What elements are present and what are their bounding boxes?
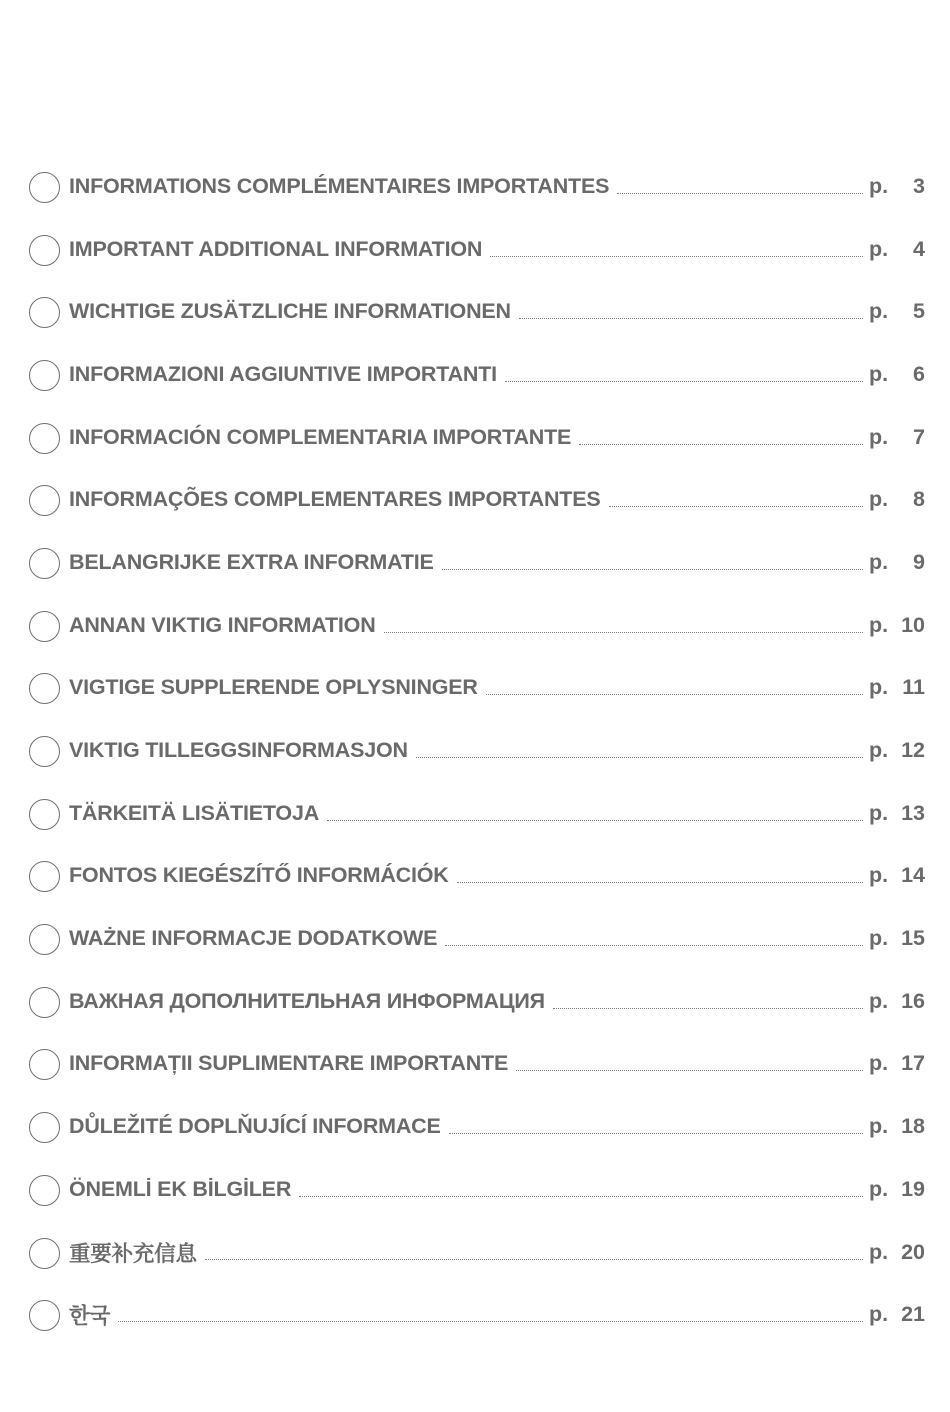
toc-entry-page — [869, 362, 925, 387]
circle-bullet-icon — [29, 1049, 60, 1080]
page-prefix: p. — [869, 1239, 889, 1264]
toc-entry-page — [869, 425, 925, 450]
toc-entry-page — [869, 487, 925, 512]
toc-entry-title: INFORMAÇÕES COMPLEMENTARES IMPORTANTES — [69, 487, 601, 512]
dotted-leader — [327, 820, 863, 821]
toc-entry-title: DŮLEŽITÉ DOPLŇUJÍCÍ INFORMACE — [69, 1114, 441, 1139]
dotted-leader — [299, 1196, 863, 1197]
toc-entry-title: ANNAN VIKTIG INFORMATION — [69, 612, 376, 637]
circle-bullet-icon — [29, 235, 60, 266]
page-prefix: p. — [869, 1051, 889, 1076]
toc-entry-page — [869, 1114, 925, 1139]
dotted-leader — [519, 318, 863, 319]
circle-bullet-icon — [29, 736, 60, 767]
toc-entry-title: WAŻNE INFORMACJE DODATKOWE — [69, 926, 438, 951]
page-prefix: p. — [869, 612, 889, 637]
dotted-leader — [609, 506, 864, 507]
toc-entry-title: INFORMACIÓN COMPLEMENTARIA IMPORTANTE — [69, 424, 572, 449]
toc-entry-title: ВАЖНАЯ ДОПОЛНИТЕЛЬНАЯ ИНФОРМАЦИЯ — [69, 988, 545, 1013]
circle-bullet-icon — [29, 673, 60, 704]
toc-entry-de[interactable] — [29, 280, 925, 343]
page-prefix: p. — [869, 926, 889, 951]
toc-entry-da[interactable] — [29, 657, 925, 720]
toc-entry-cs[interactable] — [29, 1095, 925, 1158]
toc-entry-page — [869, 1177, 925, 1202]
toc-entry-page — [869, 863, 925, 888]
toc-entry-sv[interactable] — [29, 594, 925, 657]
page-prefix: p. — [869, 549, 889, 574]
toc-entry-fi[interactable] — [29, 782, 925, 845]
dotted-leader — [516, 1070, 863, 1071]
toc-entry-page — [869, 1302, 925, 1327]
circle-bullet-icon — [29, 1112, 60, 1143]
circle-bullet-icon — [29, 297, 60, 328]
toc-entry-pl[interactable] — [29, 907, 925, 970]
circle-bullet-icon — [29, 172, 60, 203]
page-number: 3 — [913, 173, 925, 198]
toc-entry-nl[interactable] — [29, 531, 925, 594]
page-number: 17 — [901, 1051, 925, 1076]
toc-entry-page — [869, 299, 925, 324]
page-number: 16 — [901, 988, 925, 1013]
toc-entry-page — [869, 1240, 925, 1265]
dotted-leader — [617, 193, 863, 194]
page-number: 7 — [913, 424, 925, 449]
page-prefix: p. — [869, 299, 889, 324]
dotted-leader — [449, 1133, 863, 1134]
page-number: 21 — [901, 1302, 925, 1327]
circle-bullet-icon — [29, 1175, 60, 1206]
circle-bullet-icon — [29, 423, 60, 454]
dotted-leader — [416, 757, 863, 758]
toc-entry-title: VIGTIGE SUPPLERENDE OPLYSNINGER — [69, 675, 478, 700]
dotted-leader — [486, 694, 863, 695]
circle-bullet-icon — [29, 799, 60, 830]
dotted-leader — [118, 1321, 863, 1322]
circle-bullet-icon — [29, 360, 60, 391]
toc-entry-ko[interactable] — [29, 1283, 925, 1346]
page-prefix: p. — [869, 1114, 889, 1139]
toc-entry-title: 重要补充信息 — [69, 1241, 197, 1266]
page-number: 18 — [901, 1114, 925, 1139]
toc-entry-page — [869, 613, 925, 638]
page-number: 12 — [901, 738, 925, 763]
page-number: 19 — [901, 1176, 925, 1201]
toc-entry-page — [869, 1051, 925, 1076]
toc-entry-title: 한국 — [69, 1304, 111, 1329]
page-prefix: p. — [869, 173, 889, 198]
page-prefix: p. — [869, 487, 889, 512]
toc-entry-page — [869, 801, 925, 826]
page-number: 14 — [901, 863, 925, 888]
toc-entry-zh[interactable] — [29, 1221, 925, 1284]
page-prefix: p. — [869, 675, 889, 700]
dotted-leader — [579, 444, 863, 445]
toc-entry-es[interactable] — [29, 406, 925, 469]
page-number: 15 — [901, 926, 925, 951]
toc-entry-page — [869, 174, 925, 199]
page-number: 6 — [913, 361, 925, 386]
page-prefix: p. — [869, 236, 889, 261]
toc-entry-ru[interactable] — [29, 970, 925, 1033]
page-prefix: p. — [869, 800, 889, 825]
toc-entry-tr[interactable] — [29, 1158, 925, 1221]
circle-bullet-icon — [29, 861, 60, 892]
dotted-leader — [205, 1259, 863, 1260]
toc-entry-title: ÖNEMLİ EK BİLGİLER — [69, 1176, 292, 1201]
toc-entry-title: INFORMATIONS COMPLÉMENTAIRES IMPORTANTES — [69, 173, 610, 198]
toc-entry-title: INFORMAȚII SUPLIMENTARE IMPORTANTE — [69, 1051, 509, 1076]
toc-entry-page — [869, 738, 925, 763]
dotted-leader — [553, 1008, 863, 1009]
toc-entry-pt[interactable] — [29, 468, 925, 531]
dotted-leader — [505, 381, 863, 382]
page-prefix: p. — [869, 863, 889, 888]
page-prefix: p. — [869, 361, 889, 386]
toc-entry-page — [869, 675, 925, 700]
toc-entry-en[interactable] — [29, 218, 925, 281]
toc-entry-ro[interactable] — [29, 1033, 925, 1096]
page-prefix: p. — [869, 424, 889, 449]
toc-entry-title: WICHTIGE ZUSÄTZLICHE INFORMATIONEN — [69, 299, 511, 324]
toc-entry-page — [869, 237, 925, 262]
toc-entry-it[interactable] — [29, 343, 925, 406]
toc-entry-page — [869, 550, 925, 575]
page-number: 9 — [913, 549, 925, 574]
page-number: 10 — [901, 612, 925, 637]
circle-bullet-icon — [29, 548, 60, 579]
dotted-leader — [442, 569, 863, 570]
page-number: 20 — [901, 1239, 925, 1264]
table-of-contents — [29, 155, 925, 1346]
page-number: 5 — [913, 299, 925, 324]
circle-bullet-icon — [29, 1300, 60, 1331]
page-prefix: p. — [869, 1176, 889, 1201]
page-number: 13 — [901, 800, 925, 825]
toc-entry-title: INFORMAZIONI AGGIUNTIVE IMPORTANTI — [69, 361, 497, 386]
page-prefix: p. — [869, 738, 889, 763]
page-prefix: p. — [869, 988, 889, 1013]
circle-bullet-icon — [29, 485, 60, 516]
page-number: 4 — [913, 236, 925, 261]
dotted-leader — [384, 632, 863, 633]
toc-entry-title: IMPORTANT ADDITIONAL INFORMATION — [69, 236, 483, 261]
page-prefix: p. — [869, 1302, 889, 1327]
toc-entry-title: BELANGRIJKE EXTRA INFORMATIE — [69, 549, 434, 574]
toc-entry-page — [869, 926, 925, 951]
dotted-leader — [490, 256, 863, 257]
toc-entry-hu[interactable] — [29, 845, 925, 908]
toc-entry-fr[interactable] — [29, 155, 925, 218]
dotted-leader — [457, 882, 863, 883]
circle-bullet-icon — [29, 987, 60, 1018]
page-number: 11 — [902, 675, 925, 700]
toc-entry-title: VIKTIG TILLEGGSINFORMASJON — [69, 738, 408, 763]
toc-entry-no[interactable] — [29, 719, 925, 782]
toc-entry-title: TÄRKEITÄ LISÄTIETOJA — [69, 800, 320, 825]
toc-entry-page — [869, 989, 925, 1014]
dotted-leader — [445, 945, 863, 946]
circle-bullet-icon — [29, 611, 60, 642]
circle-bullet-icon — [29, 1238, 60, 1269]
page-number: 8 — [913, 487, 925, 512]
toc-entry-title: FONTOS KIEGÉSZÍTŐ INFORMÁCIÓK — [69, 863, 449, 888]
circle-bullet-icon — [29, 924, 60, 955]
